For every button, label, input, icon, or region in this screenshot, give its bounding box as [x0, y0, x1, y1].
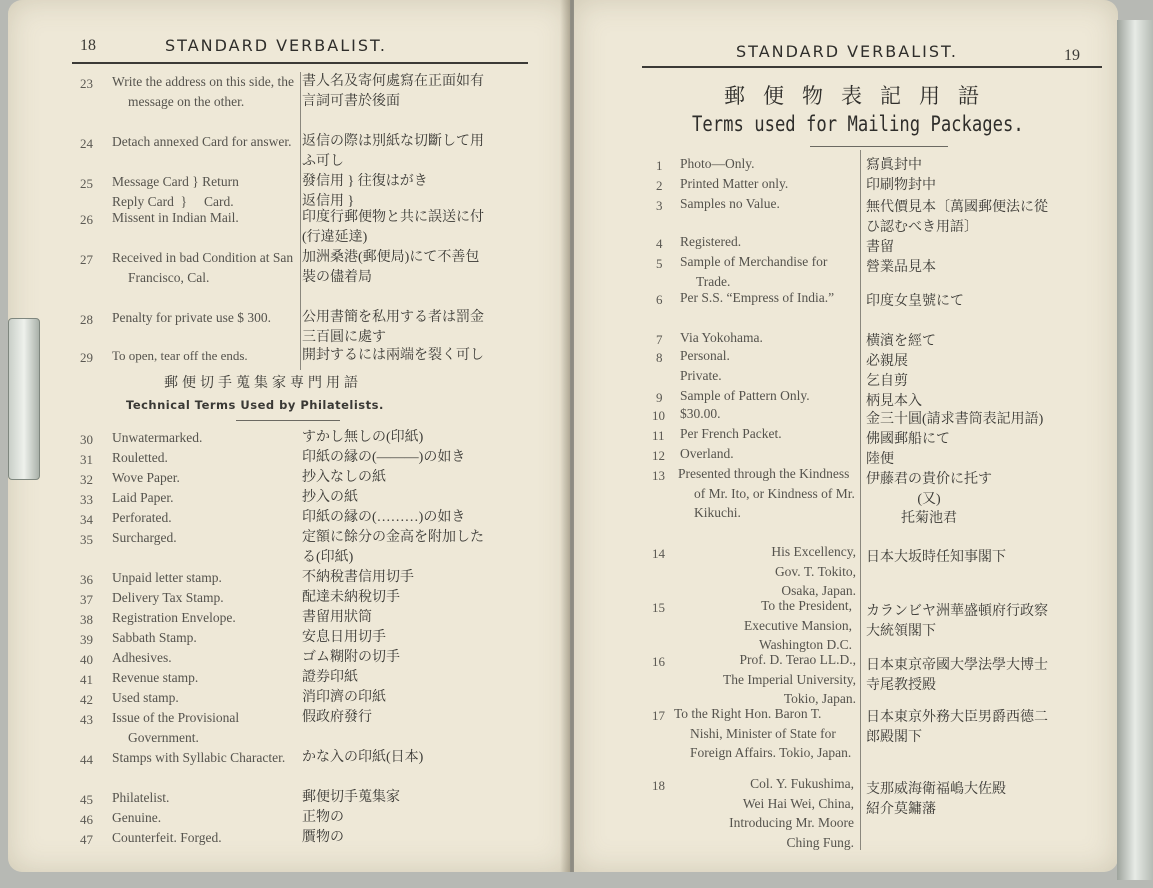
- japanese-text: かな入の印紙(日本): [302, 750, 424, 765]
- japanese-text: 書留用狀筒: [302, 610, 372, 625]
- english-text: Prof. D. Terao LL.D., The Imperial University, Tokio, Japan.: [723, 652, 856, 706]
- english-text: Stamps with Syllabic Character.: [112, 750, 286, 765]
- entry-number: 23: [80, 76, 93, 91]
- entry-number: 45: [80, 792, 93, 807]
- japanese-text: 抄入なしの紙: [302, 470, 386, 485]
- english-text: Counterfeit. Forged.: [112, 830, 222, 845]
- japanese-text: 加洲桑港(郵便局)にて不善包 裝の儘着局: [302, 250, 480, 285]
- entry-number: 11: [652, 428, 665, 443]
- entry-number: 18: [652, 778, 665, 793]
- japanese-text: 伊藤君の貴价に托す (又) 托菊池君: [866, 472, 992, 526]
- head-rule-left: [72, 62, 528, 64]
- column-divider: [300, 72, 301, 370]
- japanese-text: 書留: [866, 240, 894, 255]
- entry-number: 31: [80, 452, 93, 467]
- english-text: Penalty for private use $ 300.: [112, 310, 271, 325]
- book-edge-clip: [1117, 20, 1153, 880]
- entry-number: 32: [80, 472, 93, 487]
- japanese-text: 金三十圓(請求書筒表記用語): [866, 412, 1044, 427]
- english-text: Used stamp.: [112, 690, 179, 705]
- japanese-text: 證券印紙: [302, 670, 358, 685]
- japanese-text: 贋物の: [302, 830, 344, 845]
- entry-number: 35: [80, 532, 93, 547]
- entry-number: 41: [80, 672, 93, 687]
- english-text: Via Yokohama.: [680, 330, 763, 345]
- entry-number: 28: [80, 312, 93, 327]
- japanese-text: カランビヤ洲華盛頓府行政察 大統領閣下: [866, 604, 1048, 639]
- title-en: Terms used for Mailing Packages.: [692, 112, 1024, 136]
- entry-number: 5: [656, 256, 663, 271]
- english-text: Laid Paper.: [112, 490, 174, 505]
- book-clip-tab: [8, 318, 40, 480]
- entry-number: 24: [80, 136, 93, 151]
- english-text: Genuine.: [112, 810, 162, 825]
- english-text: Revenue stamp.: [112, 670, 199, 685]
- entry-number: 33: [80, 492, 93, 507]
- section-title-jp: 郵便切手蒐集家専門用語: [164, 376, 362, 391]
- japanese-text: 印紙の縁の(———)の如き: [302, 450, 466, 465]
- english-text: Sample of Merchandise for Trade.: [680, 254, 828, 289]
- entry-number: 30: [80, 432, 93, 447]
- english-text: To the Right Hon. Baron T. Nishi, Minister of State for Foreign Affairs. Tokio, Japan.: [674, 706, 852, 760]
- entry-number: 16: [652, 654, 665, 669]
- english-text: $30.00.: [680, 406, 721, 421]
- japanese-text: 發信用 } 往復はがき 返信用 }: [302, 174, 428, 209]
- title-rule: [810, 146, 948, 147]
- english-text: Perforated.: [112, 510, 172, 525]
- english-text: Issue of the Provisional Government.: [112, 710, 240, 745]
- english-text: Write the address on this side, the message on the other.: [112, 74, 295, 109]
- english-text: Col. Y. Fukushima, Wei Hai Wei, China, Introducing Mr. Moore Ching Fung.: [729, 776, 854, 850]
- english-text: Sabbath Stamp.: [112, 630, 197, 645]
- japanese-text: 日本大坂時任知事閣下: [866, 550, 1006, 565]
- entry-number: 9: [656, 390, 663, 405]
- english-text: His Excellency, Gov. T. Tokito, Osaka, Japan.: [771, 544, 856, 598]
- entry-number: 4: [656, 236, 663, 251]
- japanese-text: 書人名及寄何處寫在正面如有 言詞可書於後面: [302, 74, 484, 109]
- column-divider: [860, 150, 861, 850]
- english-text: Photo—Only.: [680, 156, 755, 171]
- japanese-text: 營業品見本: [866, 260, 936, 275]
- title-jp: 郵便物表記用語: [724, 84, 997, 108]
- entry-number: 13: [652, 468, 665, 483]
- japanese-text: 必親展: [866, 354, 908, 369]
- entry-number: 44: [80, 752, 93, 767]
- entry-number: 12: [652, 448, 665, 463]
- english-text: Rouletted.: [112, 450, 168, 465]
- japanese-text: 開封するには兩端を裂く可し: [302, 348, 484, 363]
- entry-number: 39: [80, 632, 93, 647]
- japanese-text: 柄見本入: [866, 394, 922, 409]
- english-text: Delivery Tax Stamp.: [112, 590, 224, 605]
- english-text: Presented through the Kindness of Mr. Ito, or Kindness of Mr. Kikuchi.: [678, 466, 855, 520]
- english-text: Personal.: [680, 348, 730, 363]
- japanese-text: 安息日用切手: [302, 630, 386, 645]
- entry-number: 17: [652, 708, 665, 723]
- japanese-text: 佛國郵船にて: [866, 432, 950, 447]
- entry-number: 29: [80, 350, 93, 365]
- japanese-text: 日本東京帝國大學法學大博士 寺尾教授殿: [866, 658, 1048, 693]
- japanese-text: 陸便: [866, 452, 894, 467]
- entry-number: 8: [656, 350, 663, 365]
- japanese-text: 印度行郵便物と共に誤送に付 (行違延達): [302, 210, 484, 245]
- entry-number: 2: [656, 178, 663, 193]
- entry-number: 3: [656, 198, 663, 213]
- japanese-text: 消印濟の印紙: [302, 690, 386, 705]
- running-head-left: STANDARD VERBALIST.: [165, 36, 387, 55]
- page-number-right: 19: [1064, 47, 1080, 64]
- english-text: Unpaid letter stamp.: [112, 570, 222, 585]
- entry-number: 27: [80, 252, 93, 267]
- japanese-text: 無代價見本〔萬國郵便法に從 ひ認むべき用語〕: [866, 200, 1048, 235]
- english-text: Unwatermarked.: [112, 430, 203, 445]
- english-text: Overland.: [680, 446, 734, 461]
- english-text: Registration Envelope.: [112, 610, 236, 625]
- japanese-text: 不納稅書信用切手: [302, 570, 414, 585]
- entry-number: 14: [652, 546, 665, 561]
- right-page: [574, 0, 1118, 872]
- english-text: Samples no Value.: [680, 196, 780, 211]
- entry-number: 6: [656, 292, 663, 307]
- head-rule-right: [642, 66, 1102, 68]
- english-text: Surcharged.: [112, 530, 177, 545]
- japanese-text: 日本東京外務大臣男爵西德二 郎殿閣下: [866, 710, 1048, 745]
- entry-number: 43: [80, 712, 93, 727]
- english-text: Registered.: [680, 234, 742, 249]
- left-page: [8, 0, 570, 872]
- english-text: Received in bad Condition at San Francisco, Cal.: [112, 250, 294, 285]
- japanese-text: 印紙の縁の(………)の如き: [302, 510, 466, 525]
- english-text: Printed Matter only.: [680, 176, 789, 191]
- entry-number: 36: [80, 572, 93, 587]
- japanese-text: 正物の: [302, 810, 344, 825]
- entry-number: 40: [80, 652, 93, 667]
- japanese-text: 印刷物封中: [866, 178, 936, 193]
- japanese-text: 寫眞封中: [866, 158, 922, 173]
- entry-number: 42: [80, 692, 93, 707]
- japanese-text: 横濱を經て: [866, 334, 936, 349]
- entry-number: 15: [652, 600, 665, 615]
- entry-number: 25: [80, 176, 93, 191]
- entry-number: 38: [80, 612, 93, 627]
- japanese-text: 配達未納稅切手: [302, 590, 400, 605]
- japanese-text: 假政府發行: [302, 710, 372, 725]
- entry-number: 37: [80, 592, 93, 607]
- japanese-text: すかし無しの(印紙): [302, 430, 424, 445]
- japanese-text: 支那威海衛福嶋大佐殿 紹介莫鏞藩: [866, 782, 1006, 817]
- entry-number: 7: [656, 332, 663, 347]
- japanese-text: 定額に餘分の金高を附加した る(印紙): [302, 530, 484, 565]
- running-head-right: STANDARD VERBALIST.: [736, 42, 958, 61]
- english-text: Per French Packet.: [680, 426, 782, 441]
- entry-number: 47: [80, 832, 93, 847]
- page-number-left: 18: [80, 37, 96, 54]
- japanese-text: 印度女皇號にて: [866, 294, 964, 309]
- entry-number: 1: [656, 158, 663, 173]
- english-text: Missent in Indian Mail.: [112, 210, 239, 225]
- english-text: Sample of Pattern Only.: [680, 388, 810, 403]
- japanese-text: 公用書簡を私用する者は罰金 三百圓に處す: [302, 310, 484, 345]
- english-text: Detach annexed Card for answer.: [112, 134, 292, 149]
- japanese-text: 抄入の紙: [302, 490, 358, 505]
- entry-number: 26: [80, 212, 93, 227]
- english-text: Philatelist.: [112, 790, 170, 805]
- english-text: Adhesives.: [112, 650, 172, 665]
- japanese-text: ゴム糊附の切手: [302, 650, 400, 665]
- entry-number: 46: [80, 812, 93, 827]
- english-text: To the President, Executive Mansion, Washington D.C.: [744, 598, 852, 652]
- section-rule: [236, 420, 340, 421]
- japanese-text: 乞自剪: [866, 374, 908, 389]
- english-text: Per S.S. “Empress of India.”: [680, 290, 835, 305]
- japanese-text: 郵便切手蒐集家: [302, 790, 400, 805]
- section-title-en: Technical Terms Used by Philatelists.: [126, 398, 384, 412]
- english-text: Private.: [680, 368, 722, 383]
- english-text: Message Card } Return Reply Card } Card.: [112, 174, 239, 209]
- entry-number: 34: [80, 512, 93, 527]
- japanese-text: 返信の際は別紙な切斷して用 ふ可し: [302, 134, 484, 169]
- english-text: To open, tear off the ends.: [112, 348, 248, 363]
- entry-number: 10: [652, 408, 665, 423]
- english-text: Wove Paper.: [112, 470, 180, 485]
